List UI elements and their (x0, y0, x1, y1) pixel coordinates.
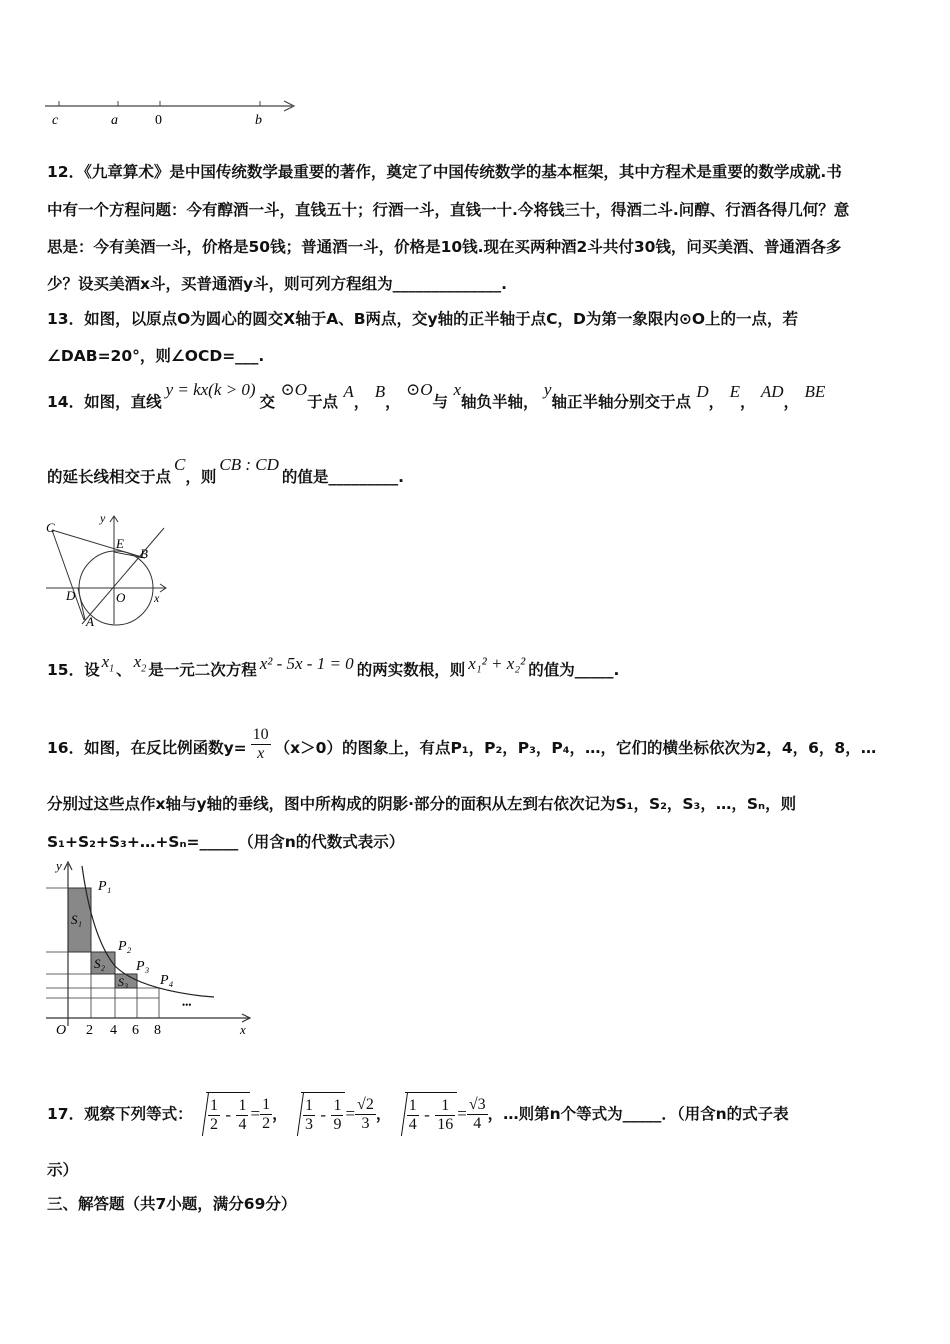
q17-line1: 17．观察下列等式： $\frac{1}{2}$ - $\frac{1}{4}$ = $\frac{1}{2}$ ， $\frac{1}{3}$ - $\frac{1}{9}$ = $\frac{√2}{3}$ ， $\frac{1}{4}$ - $\frac{1}{16}$ = $\frac{√3}{4}$ ，…则第n个等式为_____．（用含n的式子表 (47, 1092, 789, 1136)
q13-line1: 13．如图，以原点O为圆心的圆交X轴于A、B两点，交y轴的正半轴于点C，D为第一象限内⊙O上的一点，若 (47, 310, 799, 328)
q17-line2: 示） (47, 1161, 79, 1179)
q14-y: y (543, 380, 552, 399)
q14-line2a: 的延长线相交于点 (47, 468, 172, 486)
fig16-P2: P₂ (118, 939, 132, 954)
q17-prefix: 17．观察下列等式： (47, 1105, 193, 1123)
q15-x1: $x_1$ (101, 652, 115, 675)
fig16-tick-6: 6 (132, 1023, 139, 1038)
label-b: b (255, 113, 262, 128)
q17-eq1-sqrt: $\frac{1}{2}$ - $\frac{1}{4}$ (206, 1092, 250, 1137)
q15-eq: x² - 5x - 1 = 0 (259, 654, 354, 673)
fig16-O: O (56, 1023, 67, 1038)
q14-B: B (374, 382, 386, 401)
q14-prefix: 14．如图，直线 (47, 393, 162, 411)
q17-eq2-sqrt: $\frac{1}{3}$ - $\frac{1}{9}$ (301, 1092, 345, 1137)
q14-E: E (729, 382, 740, 401)
q14-line1: 14．如图，直线y = kx(k > 0)交 ⊙O于点 A， B， ⊙O与 x轴负半轴， y轴正半轴分别交于点 D， E， AD， BE (47, 380, 826, 411)
fig14-O: O (116, 590, 126, 605)
fig14-C: C (46, 520, 55, 535)
q14-x: x (453, 380, 461, 399)
label-c: c (52, 113, 59, 128)
fig16-tick-2: 2 (86, 1023, 93, 1038)
fig16-dots: ••• (182, 1000, 192, 1010)
label-a: a (111, 113, 118, 128)
q16-line3: S₁+S₂+S₃+…+Sₙ=_____（用含n的代数式表示） (47, 833, 405, 851)
q15-mid2: 的两实数根，则 (356, 661, 466, 679)
fig16-x: x (240, 1022, 246, 1037)
q17-suffix: ，…则第n个等式为_____．（用含n的式子表 (487, 1105, 789, 1123)
fig16-S2: S₂ (94, 956, 106, 971)
fig16-tick-4: 4 (110, 1023, 117, 1038)
q14-line2c: 的值是_________. (281, 468, 405, 486)
section3-heading: 三、解答题（共7小题，满分69分） (47, 1195, 297, 1213)
q14-ratio: CB : CD (219, 455, 279, 474)
q16-num: 10 (252, 726, 269, 743)
q17-eq3-sqrt: $\frac{1}{4}$ - $\frac{1}{16}$ (405, 1092, 457, 1137)
q13-line2: ∠DAB=20°，则∠OCD=___. (47, 347, 265, 365)
q14-circle2: ⊙O (406, 380, 433, 399)
q17-eq2-result: $\frac{√2}{3}$ (357, 1096, 374, 1132)
q15-line (47, 652, 620, 687)
q14-eq: y = kx(k > 0) (165, 380, 256, 399)
q16-suffix: （x＞0）的图象上，有点P₁，P₂，P₃，P₄，…，它们的横坐标依次为2，4，6，8，… (274, 739, 877, 757)
fig16-S1: S₁ (71, 912, 83, 927)
number-line-figure (40, 92, 302, 132)
q14-line2b: ，则 (185, 468, 217, 486)
label-0: 0 (155, 113, 162, 128)
fig16-y: y (56, 858, 62, 873)
q14-A: A (343, 382, 354, 401)
q15-prefix: 15．设 (47, 661, 100, 679)
q15-suffix: 的值为_____. (528, 661, 620, 679)
q12-line1: 12．《九章算术》是中国传统数学最重要的著作，奠定了中国传统数学的基本框架，其中方程术是重要的数学成就.书 (47, 163, 842, 181)
fig14-D: D (66, 588, 76, 603)
q12-line4: 少？设买美酒x斗，买普通酒y斗，则可列方程组为______________. (47, 275, 507, 293)
q15-x2: $x_2$ (133, 652, 147, 675)
fig16-P1: P₁ (98, 879, 112, 894)
q15-mid: 是一元二次方程 (148, 661, 257, 679)
fig14-A: A (86, 614, 94, 628)
q16-figure (42, 858, 256, 1038)
fig16-P4: P₄ (160, 973, 174, 988)
q15-expr: x₁² + x₂² (468, 654, 526, 673)
q15-sep: 、 (116, 661, 132, 679)
q12-line2: 中有一个方程问题：今有醇酒一斗，直钱五十；行酒一斗，直钱一十.今将钱三十，得酒二斗.问醇、行酒各得几何？意 (47, 201, 850, 219)
q14-BE: BE (804, 382, 826, 401)
q17-eq3-result: $\frac{√3}{4}$ (468, 1096, 486, 1132)
q12-line3: 思是：今有美酒一斗，价格是50钱；普通酒一斗，价格是10钱.现在买两种酒2斗共付30钱，问买美酒、普通酒各多 (47, 238, 842, 256)
q14-t4: 轴负半轴， (461, 393, 539, 411)
q14-t1: 交 (259, 393, 276, 411)
fig16-tick-8: 8 (154, 1023, 161, 1038)
fig14-y: y (100, 511, 106, 525)
fig14-B: B (140, 546, 148, 561)
fig14-x: x (154, 591, 160, 605)
q16-fraction (251, 726, 271, 763)
q14-line2 (47, 455, 405, 487)
q14-t5: 轴正半轴分别交于点 (551, 393, 691, 411)
q14-AD: AD (760, 382, 784, 401)
q16-prefix: 16．如图，在反比例函数y= (47, 739, 247, 757)
q14-D: D (696, 382, 709, 401)
q14-C: C (174, 455, 186, 474)
fig14-E: E (116, 536, 124, 551)
q16-den: x (257, 745, 265, 762)
q16-line1 (47, 726, 877, 767)
q14-t3: 与 (432, 393, 449, 411)
fig16-P3: P₃ (136, 959, 150, 974)
fig16-S3: S₃ (118, 975, 129, 989)
q14-t2: 于点 (306, 393, 338, 411)
q14-circle: ⊙O (280, 380, 307, 399)
q17-eq1-result: $\frac{1}{2}$ (262, 1096, 271, 1132)
q14-figure (42, 510, 172, 628)
q16-line2: 分别过这些点作x轴与y轴的垂线，图中所构成的阴影·部分的面积从左到右依次记为S₁，S₂，S₃，…，Sₙ，则 (47, 795, 797, 813)
